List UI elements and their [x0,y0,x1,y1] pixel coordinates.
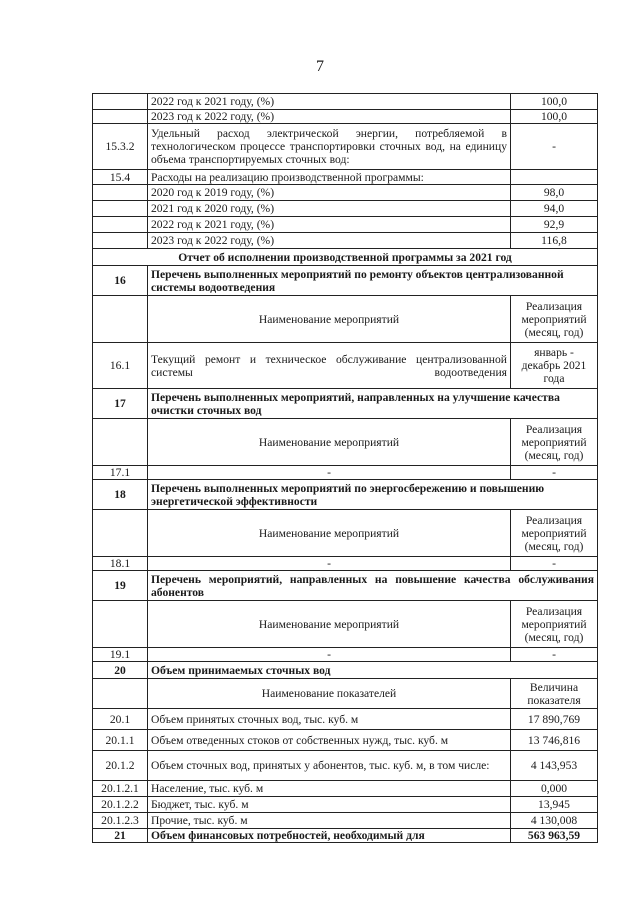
row-description: 2023 год к 2022 году, (%) [148,110,511,124]
row-number: 18 [93,480,148,510]
row-description: Население, тыс. куб. м [148,781,511,797]
row-number: 21 [93,829,148,843]
row-description: 2022 год к 2021 году, (%) [148,94,511,110]
row-value: - [511,466,598,480]
table-row [93,389,598,419]
table-row [93,185,598,201]
row-value: 100,0 [511,110,598,124]
row-description: Перечень выполненных мероприятий, направленных на улучшение качества очистки сточных вод [148,389,598,419]
row-description: Текущий ремонт и техническое обслуживание централизованной системы водоотведения [148,343,511,389]
column-header-value: Реализация мероприятий (месяц, год) [511,510,598,557]
row-number [93,110,148,124]
row-description: Объем финансовых потребностей, необходимый для [148,829,511,843]
section-heading: Отчет об исполнении производственной программы за 2021 год [93,249,598,266]
table-row [93,601,598,648]
row-number: 15.3.2 [93,124,148,170]
row-number: 20.1.2.1 [93,781,148,797]
column-header-value: Реализация мероприятий (месяц, год) [511,296,598,343]
column-header-name: Наименование мероприятий [148,296,511,343]
section-heading-row [93,249,598,266]
table-row [93,662,598,679]
row-number: 17.1 [93,466,148,480]
row-number: 20.1.2.3 [93,813,148,829]
row-value: 563 963,59 [511,829,598,843]
row-value: январь - декабрь 2021 года [511,343,598,389]
table-row [93,648,598,662]
row-number: 19.1 [93,648,148,662]
table-row [93,466,598,480]
table-row [93,419,598,466]
table-row [93,709,598,730]
row-description: - [148,557,511,571]
table-row [93,679,598,709]
row-number [93,419,148,466]
row-description: 2023 год к 2022 году, (%) [148,233,511,249]
row-number: 15.4 [93,170,148,185]
page-number: 7 [316,58,324,75]
row-value: - [511,557,598,571]
column-header-name: Наименование показателей [148,679,511,709]
table-row [93,296,598,343]
column-header-value: Реализация мероприятий (месяц, год) [511,419,598,466]
row-number: 17 [93,389,148,419]
table-row [93,110,598,124]
row-description: 2022 год к 2021 году, (%) [148,217,511,233]
table-row [93,510,598,557]
row-value: 13,945 [511,797,598,813]
column-header-name: Наименование мероприятий [148,419,511,466]
row-value: - [511,648,598,662]
table-row [93,557,598,571]
table-row [93,201,598,217]
row-value: 4 130,008 [511,813,598,829]
table-row [93,124,598,170]
column-header-name: Наименование мероприятий [148,601,511,648]
row-number [93,510,148,557]
row-description: Расходы на реализацию производственной программы: [148,170,511,185]
row-number: 20 [93,662,148,679]
row-description: Прочие, тыс. куб. м [148,813,511,829]
row-value: 13 746,816 [511,730,598,751]
row-value: 4 143,953 [511,751,598,781]
column-header-value: Величина показателя [511,679,598,709]
table-row [93,480,598,510]
row-description: - [148,648,511,662]
row-description: Объем отведенных стоков от собственных нужд, тыс. куб. м [148,730,511,751]
row-number [93,201,148,217]
table-row [93,266,598,296]
row-number [93,601,148,648]
column-header-value: Реализация мероприятий (месяц, год) [511,601,598,648]
row-number: 20.1.2.2 [93,797,148,813]
row-value: 17 890,769 [511,709,598,730]
row-number: 19 [93,571,148,601]
row-description: - [148,466,511,480]
table-row [93,233,598,249]
row-number [93,94,148,110]
table-row [93,751,598,781]
table-row [93,797,598,813]
table-row [93,813,598,829]
row-value: 116,8 [511,233,598,249]
table-row [93,217,598,233]
row-number: 18.1 [93,557,148,571]
row-description: Перечень выполненных мероприятий по ремонту объектов централизованной системы водоотведения [148,266,598,296]
row-description: Перечень мероприятий, направленных на повышение качества обслуживания абонентов [148,571,598,601]
program-table [92,93,598,843]
row-value: 100,0 [511,94,598,110]
row-value [511,170,598,185]
table-row [93,343,598,389]
row-description: Бюджет, тыс. куб. м [148,797,511,813]
table-row [93,730,598,751]
row-value: 92,9 [511,217,598,233]
table-row [93,781,598,797]
row-number: 16.1 [93,343,148,389]
column-header-name: Наименование мероприятий [148,510,511,557]
row-description: Объем сточных вод, принятых у абонентов, тыс. куб. м, в том числе: [148,751,511,781]
row-description: Объем принимаемых сточных вод [148,662,598,679]
table-row [93,829,598,843]
row-value: 0,000 [511,781,598,797]
row-description: Удельный расход электрической энергии, потребляемой в технологическом процессе транспортировки сточных вод, на единицу объема транспортируемых сточных вод: [148,124,511,170]
row-description: 2020 год к 2019 году, (%) [148,185,511,201]
table-row [93,170,598,185]
row-number [93,679,148,709]
row-description: 2021 год к 2020 году, (%) [148,201,511,217]
row-description: Перечень выполненных мероприятий по энергосбережению и повышению энергетической эффективности [148,480,598,510]
table-row [93,571,598,601]
row-number: 20.1 [93,709,148,730]
row-number [93,233,148,249]
row-number: 20.1.1 [93,730,148,751]
row-number: 16 [93,266,148,296]
row-value: 94,0 [511,201,598,217]
row-number: 20.1.2 [93,751,148,781]
row-number [93,185,148,201]
row-value: - [511,124,598,170]
table-row [93,94,598,110]
row-number [93,296,148,343]
row-value: 98,0 [511,185,598,201]
row-number [93,217,148,233]
row-description: Объем принятых сточных вод, тыс. куб. м [148,709,511,730]
